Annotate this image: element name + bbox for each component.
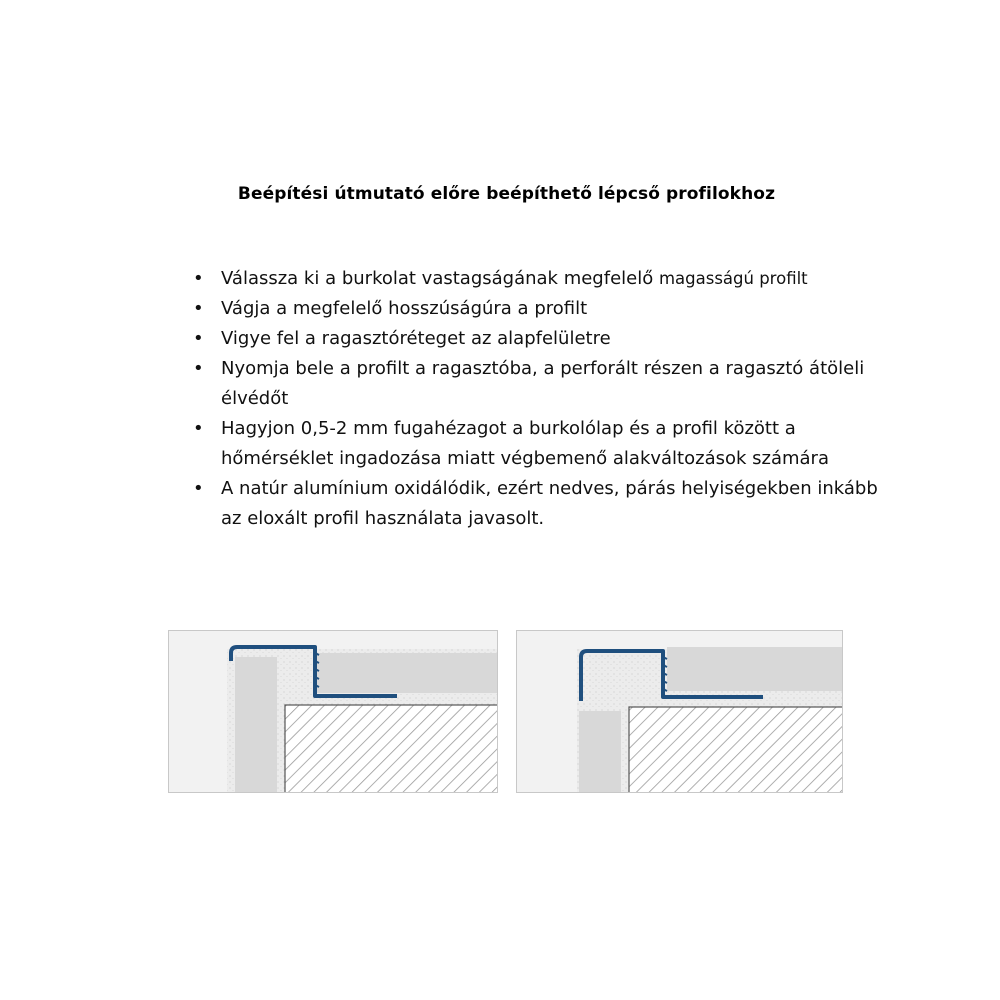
instruction-list [193,264,893,534]
list-item [193,324,893,354]
list-item-text: Vigye fel a ragasztóréteget az alapfelületre [221,328,611,349]
bullet-icon: • [193,418,204,439]
list-item-text: Hagyjon 0,5-2 mm fugahézagot a burkolólap és a profil között a hőmérséklet ingadozása miatt végbemenő alakváltozások számára [221,418,829,469]
list-item-text: Nyomja bele a profilt a ragasztóba, a perforált részen a ragasztó átöleli élvédőt [221,358,865,409]
stair-profile-cross-section-right [517,631,843,793]
list-item-text-small: magasságú profilt [658,269,808,288]
profile-diagram-right [516,630,843,793]
list-item [193,264,893,294]
list-item-text: Vágja a megfelelő hosszúságúra a profilt [221,298,588,319]
list-item [193,474,893,534]
list-item-text: A natúr alumínium oxidálódik, ezért nedves, párás helyiségekben inkább az eloxált profil használata javasolt. [221,478,878,529]
profile-diagram-left [168,630,498,793]
list-item [193,294,893,324]
bullet-icon: • [193,358,204,379]
list-item [193,354,893,414]
bullet-icon: • [193,298,204,319]
bullet-icon: • [193,478,204,499]
document-title: Beépítési útmutató előre beépíthető lépcső profilokhoz [237,184,776,204]
stair-profile-cross-section-left [169,631,498,793]
list-item [193,414,893,474]
bullet-icon: • [193,268,204,289]
list-item-text: Válassza ki a burkolat vastagságának megfelelő [221,268,659,289]
bullet-icon: • [193,328,204,349]
